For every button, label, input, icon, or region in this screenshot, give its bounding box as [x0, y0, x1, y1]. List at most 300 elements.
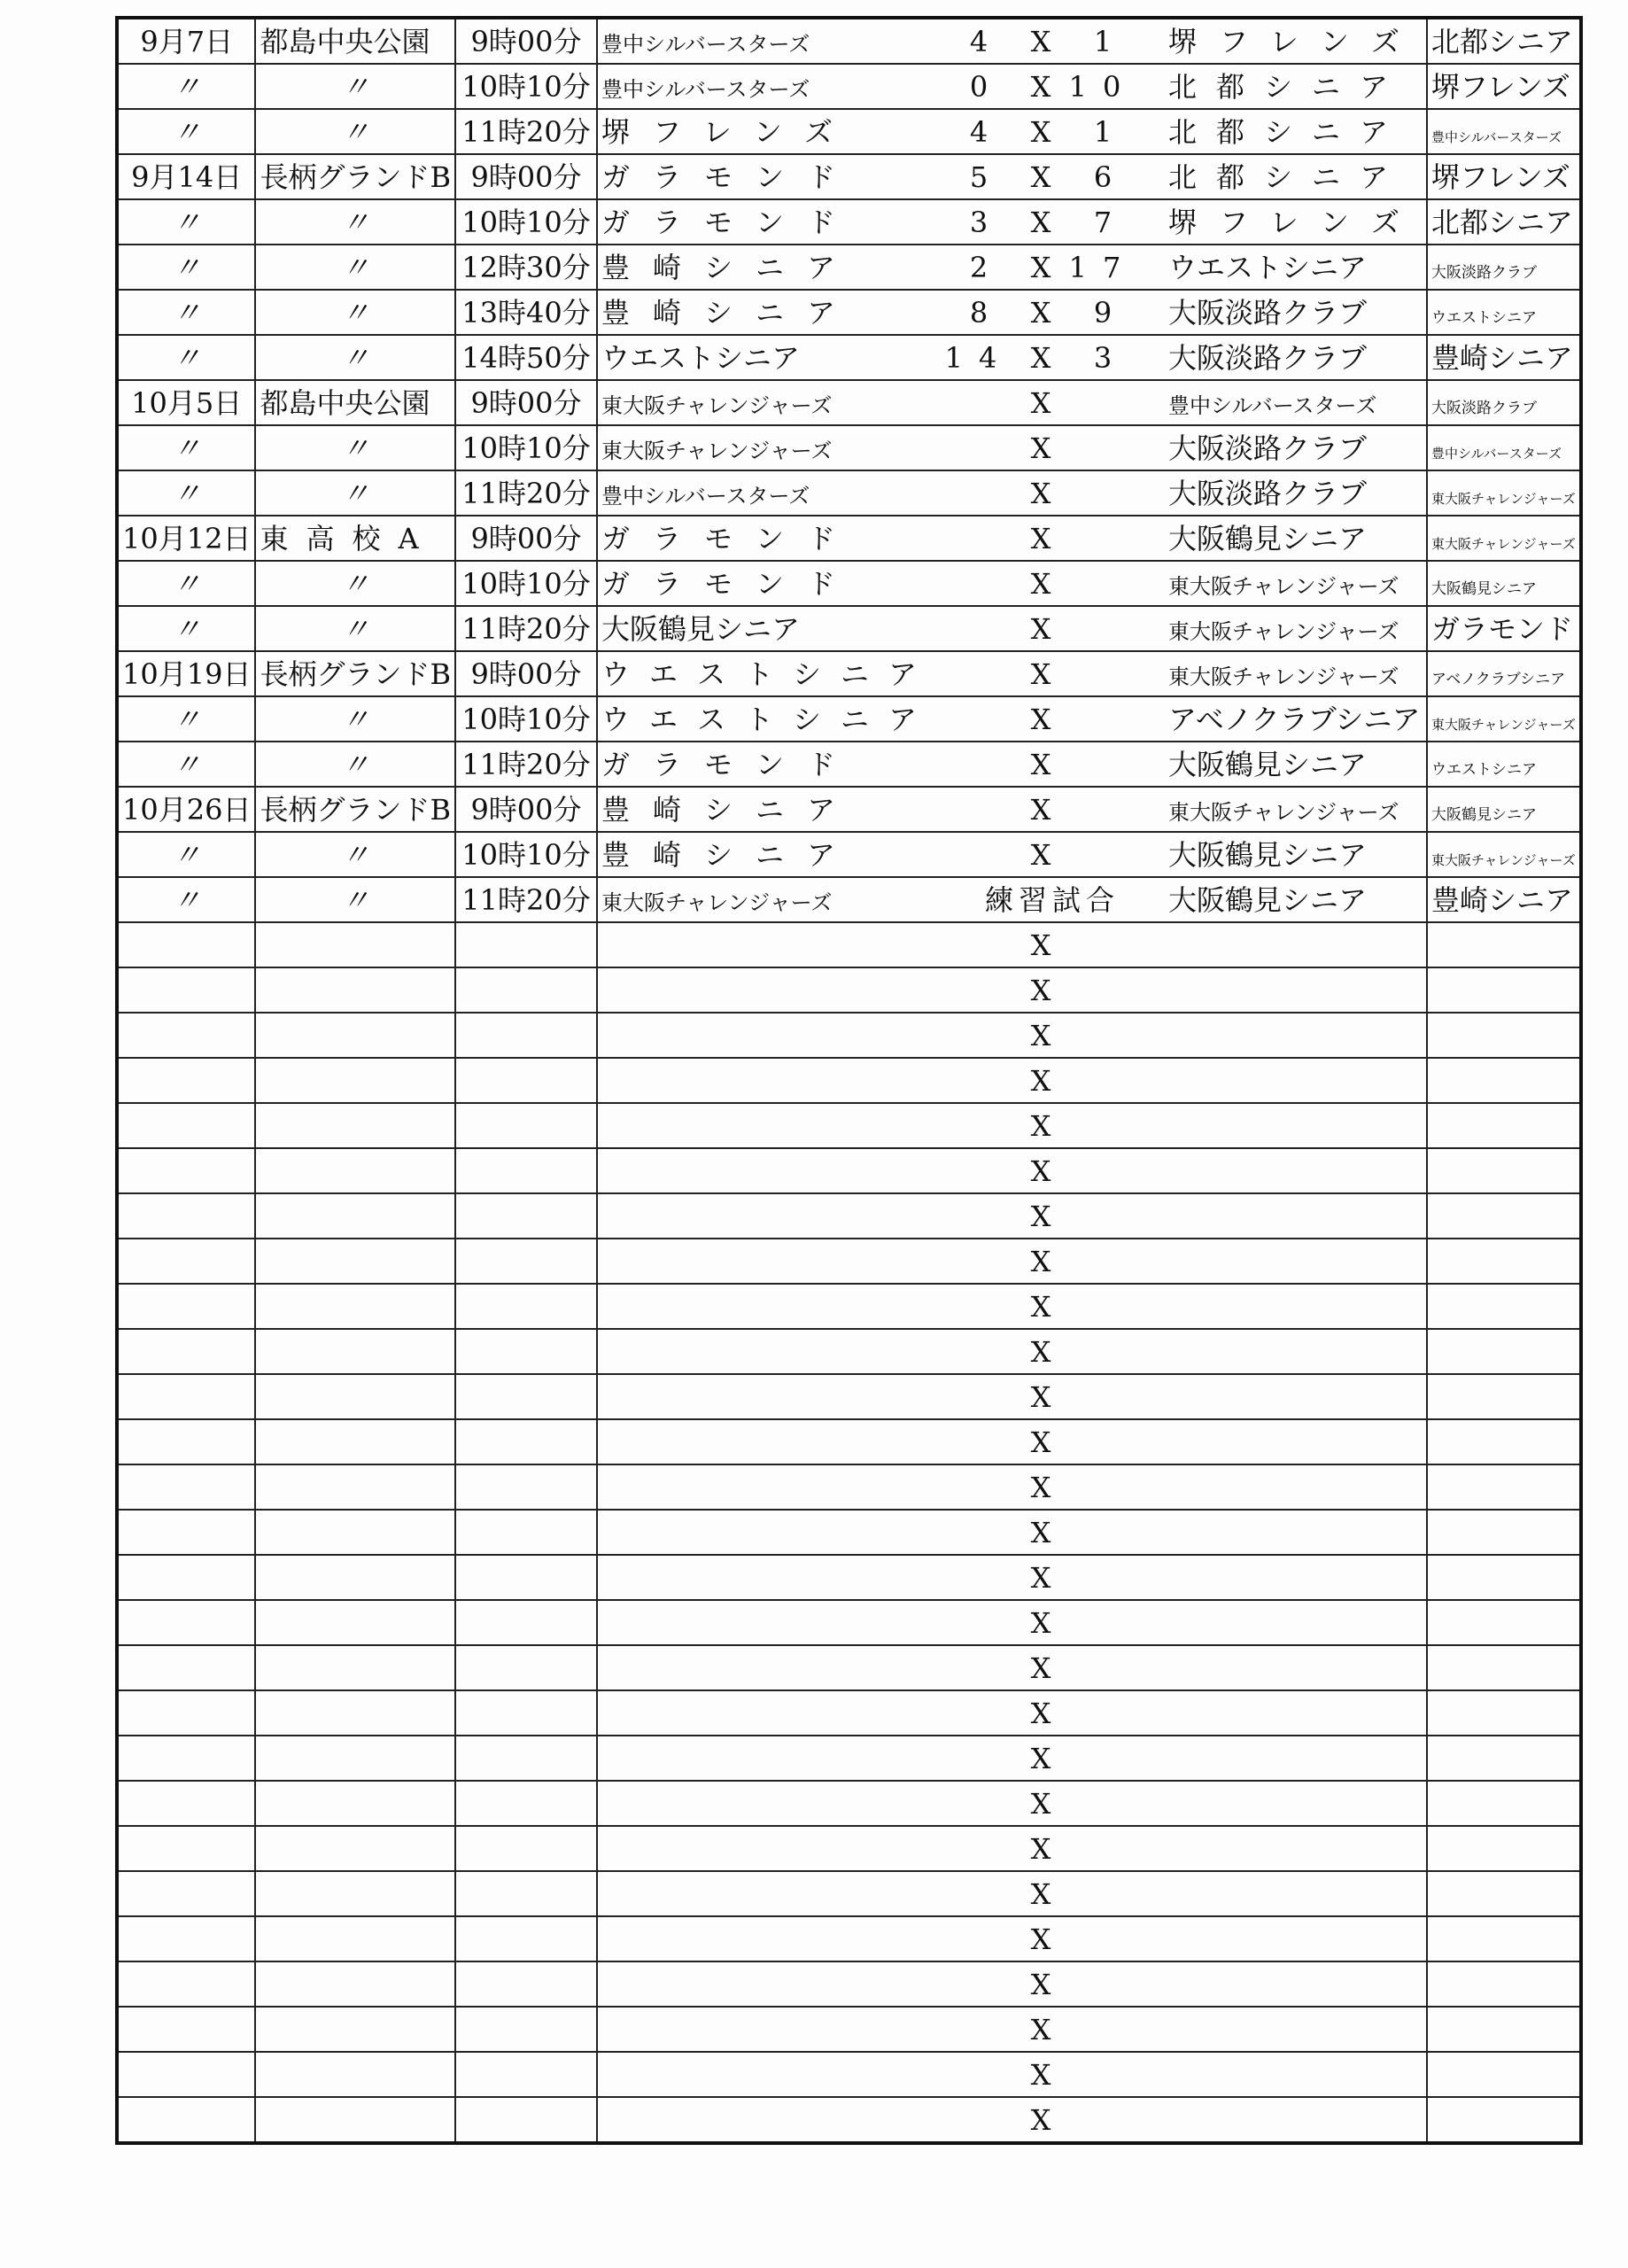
- blank-home: [597, 1374, 940, 1419]
- match-venue: [255, 290, 455, 335]
- blank-away: [1165, 1464, 1427, 1510]
- match-note: 練習試合: [984, 882, 1120, 917]
- home-score: 3: [969, 205, 988, 239]
- blank-score: [940, 1374, 1165, 1419]
- umpire-team-name: ウエストシニア: [1430, 760, 1537, 779]
- match-date: [117, 245, 255, 290]
- blank-date: [117, 1916, 255, 1961]
- blank-home: [597, 1916, 940, 1961]
- away-team: [1165, 109, 1427, 154]
- blank-home: [597, 1510, 940, 1555]
- away-team-name: 東大阪チャレンジャーズ: [1168, 573, 1399, 599]
- umpire-team-name: 堺フレンズ: [1430, 69, 1570, 104]
- date-text: 〃: [172, 431, 201, 465]
- blank-row: [117, 1826, 1581, 1871]
- blank-date: [117, 1464, 255, 1510]
- blank-home: [597, 922, 940, 967]
- match-time: [455, 425, 597, 470]
- blank-umpire: [1427, 1239, 1581, 1284]
- blank-umpire: [1427, 1148, 1581, 1193]
- vs-mark: X: [1030, 1379, 1051, 1414]
- blank-umpire: [1427, 922, 1581, 967]
- match-time: [455, 561, 597, 606]
- blank-row: [117, 922, 1581, 967]
- blank-date: [117, 1510, 255, 1555]
- blank-home: [597, 2052, 940, 2097]
- blank-time: [455, 1736, 597, 1781]
- away-score: 3: [1093, 340, 1112, 375]
- match-score: [940, 18, 1165, 64]
- umpire-team: [1427, 245, 1581, 290]
- blank-away: [1165, 1781, 1427, 1826]
- vs-mark: X: [1030, 2012, 1051, 2047]
- umpire-team: [1427, 877, 1581, 922]
- umpire-team: [1427, 832, 1581, 877]
- home-team-name: 堺フレンズ: [601, 114, 856, 149]
- blank-score: [940, 1871, 1165, 1916]
- vs-mark: X: [1030, 114, 1051, 149]
- away-team-name: 大阪淡路クラブ: [1168, 431, 1368, 465]
- match-score: [940, 606, 1165, 651]
- blank-score: [940, 1193, 1165, 1239]
- blank-umpire: [1427, 967, 1581, 1013]
- away-team-name: 北都シニア: [1168, 159, 1408, 194]
- time-text: 11時20分: [461, 476, 591, 510]
- away-team: [1165, 18, 1427, 64]
- blank-away: [1165, 967, 1427, 1013]
- blank-score: [940, 1013, 1165, 1058]
- match-date: [117, 606, 255, 651]
- venue-text: 〃: [341, 747, 370, 781]
- vs-mark: X: [1030, 1696, 1051, 1730]
- venue-text: 〃: [341, 205, 370, 239]
- match-venue: [255, 380, 455, 425]
- blank-umpire: [1427, 1781, 1581, 1826]
- home-team-name: 東大阪チャレンジャーズ: [601, 889, 833, 915]
- blank-venue: [255, 967, 455, 1013]
- match-time: [455, 832, 597, 877]
- venue-text: 都島中央公園: [260, 385, 430, 420]
- date-text: 〃: [172, 205, 201, 239]
- blank-home: [597, 1464, 940, 1510]
- blank-date: [117, 1871, 255, 1916]
- vs-mark: X: [1030, 1334, 1051, 1369]
- away-score: 7: [1093, 205, 1112, 239]
- blank-time: [455, 1555, 597, 1600]
- blank-away: [1165, 1961, 1427, 2007]
- blank-away: [1165, 1419, 1427, 1464]
- match-score: [940, 696, 1165, 742]
- vs-mark: X: [1030, 566, 1051, 601]
- time-text: 9時00分: [470, 385, 582, 420]
- vs-mark: X: [1030, 973, 1051, 1007]
- schedule-rows: [117, 18, 1581, 2143]
- home-team-name: 豊中シルバースターズ: [601, 483, 810, 509]
- vs-mark: X: [1030, 1470, 1051, 1504]
- blank-venue: [255, 1058, 455, 1103]
- blank-time: [455, 2007, 597, 2052]
- home-team-name: ガラモンド: [601, 205, 858, 239]
- vs-mark: X: [1030, 24, 1051, 58]
- vs-mark: X: [1030, 69, 1051, 104]
- blank-away: [1165, 1193, 1427, 1239]
- match-date: [117, 877, 255, 922]
- blank-away: [1165, 1871, 1427, 1916]
- blank-venue: [255, 922, 455, 967]
- time-text: 9時00分: [470, 521, 582, 555]
- vs-mark: X: [1030, 250, 1051, 284]
- blank-date: [117, 1645, 255, 1690]
- blank-venue: [255, 1510, 455, 1555]
- umpire-team-name: 東大阪チャレンジャーズ: [1430, 716, 1576, 733]
- vs-mark: X: [1030, 611, 1051, 646]
- umpire-team: [1427, 199, 1581, 245]
- blank-venue: [255, 1419, 455, 1464]
- away-score: 6: [1093, 159, 1112, 194]
- blank-home: [597, 1871, 940, 1916]
- vs-mark: X: [1030, 1831, 1051, 1866]
- blank-away: [1165, 1645, 1427, 1690]
- umpire-team-name: 大阪鶴見シニア: [1430, 579, 1537, 598]
- vs-mark: X: [1030, 1651, 1051, 1685]
- blank-row: [117, 1690, 1581, 1736]
- blank-venue: [255, 1329, 455, 1374]
- blank-time: [455, 1871, 597, 1916]
- blank-score: [940, 1555, 1165, 1600]
- away-team: [1165, 561, 1427, 606]
- blank-date: [117, 967, 255, 1013]
- blank-venue: [255, 1600, 455, 1645]
- away-team: [1165, 290, 1427, 335]
- away-team-name: 大阪鶴見シニア: [1168, 747, 1368, 781]
- away-team: [1165, 470, 1427, 516]
- blank-row: [117, 1961, 1581, 2007]
- blank-away: [1165, 2097, 1427, 2143]
- blank-venue: [255, 1961, 455, 2007]
- away-team-name: ウエストシニア: [1168, 250, 1368, 284]
- home-team: [597, 64, 940, 109]
- home-team-name: 東大阪チャレンジャーズ: [601, 392, 833, 418]
- match-score: [940, 154, 1165, 199]
- vs-mark: X: [1030, 702, 1051, 736]
- away-team-name: 北都シニア: [1168, 69, 1408, 104]
- time-text: 11時20分: [461, 114, 591, 149]
- away-team-name: 堺フレンズ: [1168, 24, 1423, 58]
- date-text: 10月19日: [122, 656, 252, 691]
- blank-away: [1165, 1600, 1427, 1645]
- match-time: [455, 199, 597, 245]
- date-text: 〃: [172, 837, 201, 872]
- blank-home: [597, 1058, 940, 1103]
- away-team-name: 豊中シルバースターズ: [1168, 392, 1377, 418]
- match-time: [455, 290, 597, 335]
- blank-away: [1165, 1826, 1427, 1871]
- match-row: [117, 199, 1581, 245]
- vs-mark: X: [1030, 1018, 1051, 1052]
- blank-home: [597, 1419, 940, 1464]
- match-venue: [255, 696, 455, 742]
- match-date: [117, 64, 255, 109]
- umpire-team: [1427, 109, 1581, 154]
- umpire-team: [1427, 335, 1581, 380]
- match-score: [940, 199, 1165, 245]
- blank-home: [597, 2007, 940, 2052]
- umpire-team-name: 北都シニア: [1430, 24, 1573, 58]
- time-text: 10時10分: [461, 702, 591, 736]
- blank-away: [1165, 1284, 1427, 1329]
- vs-mark: X: [1030, 1876, 1051, 1911]
- match-time: [455, 154, 597, 199]
- home-team: [597, 109, 940, 154]
- blank-time: [455, 922, 597, 967]
- blank-date: [117, 1826, 255, 1871]
- date-text: 〃: [172, 340, 201, 375]
- match-date: [117, 425, 255, 470]
- match-venue: [255, 245, 455, 290]
- match-row: [117, 154, 1581, 199]
- blank-score: [940, 967, 1165, 1013]
- match-date: [117, 18, 255, 64]
- blank-venue: [255, 1103, 455, 1148]
- match-score: [940, 516, 1165, 561]
- blank-umpire: [1427, 1329, 1581, 1374]
- home-team: [597, 425, 940, 470]
- umpire-team: [1427, 651, 1581, 696]
- blank-venue: [255, 1284, 455, 1329]
- venue-text: 〃: [341, 566, 370, 601]
- umpire-team-name: 東大阪チャレンジャーズ: [1430, 851, 1576, 868]
- time-text: 9時00分: [470, 24, 582, 58]
- date-text: 9月7日: [140, 24, 234, 58]
- match-time: [455, 606, 597, 651]
- match-date: [117, 470, 255, 516]
- home-team-name: ガラモンド: [601, 747, 858, 781]
- time-text: 11時20分: [461, 611, 591, 646]
- vs-mark: X: [1030, 1425, 1051, 1459]
- blank-score: [940, 1736, 1165, 1781]
- vs-mark: X: [1030, 2057, 1051, 2092]
- umpire-team-name: 大阪鶴見シニア: [1430, 805, 1537, 824]
- blank-row: [117, 1058, 1581, 1103]
- blank-date: [117, 2097, 255, 2143]
- blank-row: [117, 1329, 1581, 1374]
- match-venue: [255, 606, 455, 651]
- blank-date: [117, 922, 255, 967]
- home-team-name: 豊崎シニア: [601, 295, 858, 330]
- match-score: [940, 877, 1165, 922]
- blank-time: [455, 1329, 597, 1374]
- match-score: [940, 245, 1165, 290]
- date-text: 〃: [172, 566, 201, 601]
- date-text: 10月12日: [122, 521, 252, 555]
- blank-home: [597, 1600, 940, 1645]
- blank-date: [117, 1284, 255, 1329]
- blank-home: [597, 1013, 940, 1058]
- match-date: [117, 290, 255, 335]
- away-team-name: 大阪鶴見シニア: [1168, 521, 1368, 555]
- vs-mark: X: [1030, 928, 1051, 962]
- vs-mark: X: [1030, 1515, 1051, 1550]
- blank-away: [1165, 1510, 1427, 1555]
- blank-home: [597, 1103, 940, 1148]
- umpire-team-name: 豊崎シニア: [1430, 882, 1573, 917]
- blank-row: [117, 1600, 1581, 1645]
- blank-score: [940, 922, 1165, 967]
- blank-date: [117, 1690, 255, 1736]
- venue-text: 〃: [341, 431, 370, 465]
- match-date: [117, 199, 255, 245]
- time-text: 11時20分: [461, 882, 591, 917]
- blank-date: [117, 1239, 255, 1284]
- blank-row: [117, 1193, 1581, 1239]
- venue-text: 長柄グランドB: [260, 159, 451, 194]
- match-venue: [255, 199, 455, 245]
- blank-venue: [255, 1148, 455, 1193]
- blank-umpire: [1427, 1510, 1581, 1555]
- venue-text: 〃: [341, 882, 370, 917]
- vs-mark: X: [1030, 1289, 1051, 1324]
- home-team: [597, 290, 940, 335]
- match-score: [940, 290, 1165, 335]
- match-score: [940, 380, 1165, 425]
- date-text: 〃: [172, 747, 201, 781]
- blank-home: [597, 1555, 940, 1600]
- blank-venue: [255, 2007, 455, 2052]
- home-team: [597, 742, 940, 787]
- blank-score: [940, 1826, 1165, 1871]
- home-team: [597, 18, 940, 64]
- blank-venue: [255, 1871, 455, 1916]
- blank-row: [117, 2052, 1581, 2097]
- blank-score: [940, 2007, 1165, 2052]
- date-text: 9月14日: [131, 159, 243, 194]
- match-row: [117, 425, 1581, 470]
- venue-text: 〃: [341, 250, 370, 284]
- blank-time: [455, 1826, 597, 1871]
- match-time: [455, 245, 597, 290]
- away-team: [1165, 742, 1427, 787]
- blank-home: [597, 1826, 940, 1871]
- home-score: 4: [969, 114, 988, 149]
- match-venue: [255, 832, 455, 877]
- time-text: 9時00分: [470, 792, 582, 827]
- home-team: [597, 516, 940, 561]
- blank-row: [117, 1871, 1581, 1916]
- home-score: 0: [969, 69, 988, 104]
- blank-venue: [255, 2097, 455, 2143]
- blank-away: [1165, 2052, 1427, 2097]
- match-date: [117, 380, 255, 425]
- home-team: [597, 832, 940, 877]
- time-text: 10時10分: [461, 837, 591, 872]
- umpire-team: [1427, 425, 1581, 470]
- match-date: [117, 561, 255, 606]
- blank-score: [940, 1419, 1165, 1464]
- date-text: 〃: [172, 476, 201, 510]
- away-team-name: 東大阪チャレンジャーズ: [1168, 618, 1399, 644]
- blank-time: [455, 1148, 597, 1193]
- blank-date: [117, 1961, 255, 2007]
- venue-text: 都島中央公園: [260, 24, 430, 58]
- blank-venue: [255, 1193, 455, 1239]
- blank-venue: [255, 1826, 455, 1871]
- umpire-team: [1427, 290, 1581, 335]
- vs-mark: X: [1030, 1922, 1051, 1956]
- blank-umpire: [1427, 1464, 1581, 1510]
- away-team: [1165, 606, 1427, 651]
- blank-score: [940, 1781, 1165, 1826]
- venue-text: 〃: [341, 611, 370, 646]
- blank-time: [455, 1013, 597, 1058]
- venue-text: 〃: [341, 295, 370, 330]
- blank-row: [117, 1103, 1581, 1148]
- vs-mark: X: [1030, 295, 1051, 330]
- blank-umpire: [1427, 2007, 1581, 2052]
- blank-umpire: [1427, 1826, 1581, 1871]
- time-text: 10時10分: [461, 205, 591, 239]
- match-time: [455, 877, 597, 922]
- blank-time: [455, 1645, 597, 1690]
- home-team-name: ガラモンド: [601, 159, 858, 194]
- home-team: [597, 651, 940, 696]
- blank-home: [597, 2097, 940, 2143]
- blank-time: [455, 1419, 597, 1464]
- match-row: [117, 245, 1581, 290]
- away-team: [1165, 199, 1427, 245]
- match-venue: [255, 18, 455, 64]
- match-date: [117, 651, 255, 696]
- match-time: [455, 742, 597, 787]
- blank-away: [1165, 1555, 1427, 1600]
- home-team-name: 豊中シルバースターズ: [601, 31, 810, 57]
- vs-mark: X: [1030, 1108, 1051, 1143]
- blank-away: [1165, 1148, 1427, 1193]
- blank-time: [455, 1464, 597, 1510]
- match-row: [117, 516, 1581, 561]
- date-text: 〃: [172, 295, 201, 330]
- match-date: [117, 696, 255, 742]
- match-date: [117, 832, 255, 877]
- venue-text: 〃: [341, 114, 370, 149]
- umpire-team-name: 豊中シルバースターズ: [1430, 445, 1562, 462]
- match-date: [117, 335, 255, 380]
- match-time: [455, 18, 597, 64]
- blank-score: [940, 1645, 1165, 1690]
- match-date: [117, 742, 255, 787]
- match-score: [940, 561, 1165, 606]
- venue-text: 長柄グランドB: [260, 792, 451, 827]
- blank-umpire: [1427, 1690, 1581, 1736]
- blank-date: [117, 1058, 255, 1103]
- umpire-team: [1427, 380, 1581, 425]
- vs-mark: X: [1030, 2102, 1051, 2137]
- blank-venue: [255, 1239, 455, 1284]
- time-text: 9時00分: [470, 159, 582, 194]
- match-row: [117, 651, 1581, 696]
- umpire-team: [1427, 742, 1581, 787]
- umpire-team-name: 北都シニア: [1430, 205, 1573, 239]
- home-team: [597, 470, 940, 516]
- home-team: [597, 877, 940, 922]
- match-venue: [255, 742, 455, 787]
- blank-row: [117, 1645, 1581, 1690]
- blank-home: [597, 1961, 940, 2007]
- away-team-name: アベノクラブシニア: [1168, 702, 1421, 736]
- blank-row: [117, 1510, 1581, 1555]
- home-team-name: 大阪鶴見シニア: [601, 611, 800, 646]
- vs-mark: X: [1030, 747, 1051, 781]
- venue-text: 〃: [341, 476, 370, 510]
